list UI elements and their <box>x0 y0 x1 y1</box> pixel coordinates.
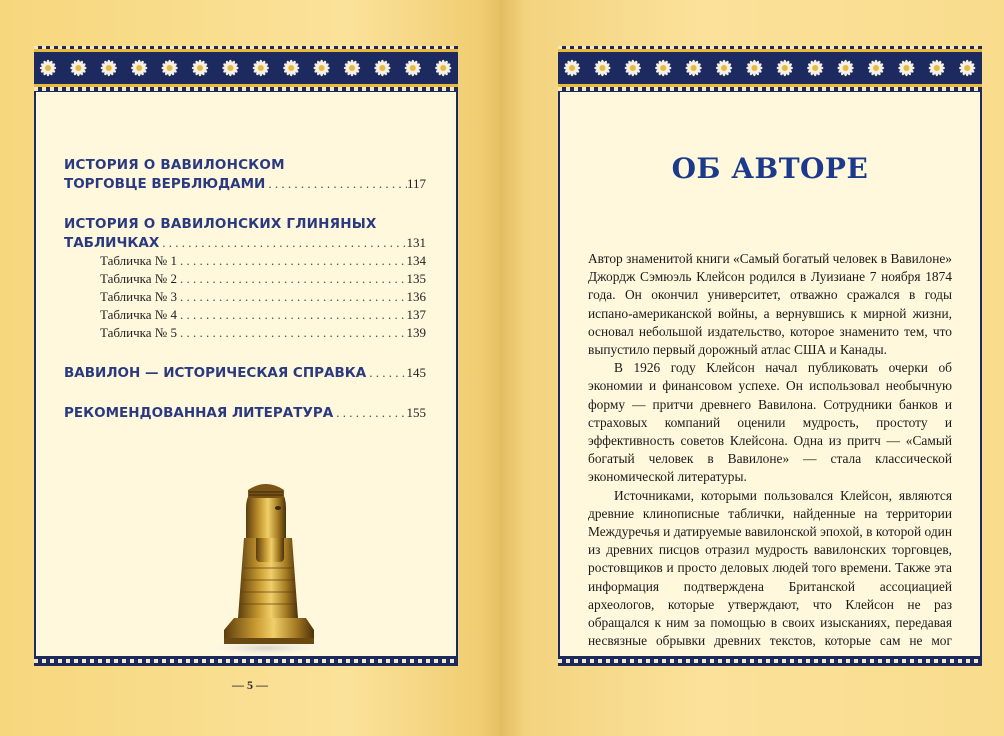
toc-sub-entry[interactable] <box>100 324 426 342</box>
dot-leader <box>265 175 407 193</box>
toc-entry-title-line: РЕКОМЕНДОВАННАЯ ЛИТЕРАТУРА <box>64 405 334 421</box>
toc-sub-label: Табличка № 3 <box>100 289 177 304</box>
dot-leader <box>177 324 407 342</box>
toc-page-number: 136 <box>406 289 426 304</box>
toc-entry-title-line: ИСТОРИЯ О ВАВИЛОНСКОМ <box>64 157 285 173</box>
toc-entry[interactable] <box>64 404 426 422</box>
dot-leader <box>177 306 407 324</box>
toc-entry[interactable] <box>64 215 426 342</box>
dot-leader <box>159 234 406 252</box>
left-page-content <box>36 92 456 656</box>
ornamental-bottom-border <box>558 656 982 666</box>
toc-entry-title-line: ТОРГОВЦЕ ВЕРБЛЮДАМИ <box>64 176 266 192</box>
about-author-text <box>588 250 952 669</box>
toc-page-number: 134 <box>406 253 426 268</box>
toc-sub-list <box>64 252 426 342</box>
toc-page-number: 131 <box>406 235 426 250</box>
dot-leader <box>177 252 407 270</box>
left-page <box>0 0 500 736</box>
toc-page-number: 137 <box>406 307 426 322</box>
paragraph: Автор знаменитой книги «Самый богатый человек в Вавилоне» Джордж Сэмюэль Клейсон родился в Луизиане 7 ноября 1874 года. Он окончил университет, отважно сражался в годы испано-американской войны, а вернувшись к мирной жизни, основал небольшой издательство, которое знаменито тем, что выпустило первый дорожный атлас США и Канады. <box>588 251 952 358</box>
toc-sub-label: Табличка № 4 <box>100 307 177 322</box>
toc-sub-label: Табличка № 2 <box>100 271 177 286</box>
dot-leader <box>366 364 406 382</box>
dot-leader <box>333 404 406 422</box>
left-page-frame <box>34 46 458 666</box>
toc-sub-entry[interactable] <box>100 306 426 324</box>
toc-entry-title-line: ИСТОРИЯ О ВАВИЛОНСКИХ ГЛИНЯНЫХ <box>64 216 377 232</box>
ornamental-top-border <box>34 46 458 92</box>
page-title: ОБ АВТОРЕ <box>671 152 869 185</box>
toc-sub-label: Табличка № 1 <box>100 253 177 268</box>
toc-entry-title-line: ТАБЛИЧКАХ <box>64 235 160 251</box>
toc-page-number: 117 <box>406 176 426 191</box>
toc-sub-label: Табличка № 5 <box>100 325 177 340</box>
toc-sub-entry[interactable] <box>100 288 426 306</box>
dot-leader <box>177 270 407 288</box>
toc-page-number: 155 <box>406 405 426 420</box>
ornamental-bottom-border <box>34 656 458 666</box>
page-number: — 5 — <box>232 678 268 692</box>
toc-sub-entry[interactable] <box>100 252 426 270</box>
toc-sub-entry[interactable] <box>100 270 426 288</box>
paragraph: В 1926 году Клейсон начал публиковать очерки об экономии и финансовом успехе. Он использовал необычную форму — притчи древнего Вавилона. Сотрудники банков и страховых компаний оценили мудрость, простоту и эффективность советов Клейсона. Одна из притч — «Самый богатый человек в Вавилоне» — стала классической экономической литературы. <box>588 360 952 485</box>
table-of-contents <box>64 156 426 444</box>
right-page-frame <box>558 46 982 666</box>
toc-entry[interactable] <box>64 156 426 193</box>
ornamental-top-border <box>558 46 982 92</box>
toc-page-number: 139 <box>406 325 426 340</box>
toc-page-number: 145 <box>406 365 426 380</box>
paragraph: Источниками, которыми пользовался Клейсон, являются древние клинописные таблички, найденные на территории Междуречья и датируемые вавилонской эпохой, в которой один из древних писцов отразил мудрость вавилонских торговцев, ростовщиков и просто деловых людей того времени. Также эта информация подтверждена Британской ассоциацией археологов, которые утверждают, что Клейсон не раз обращался к ним за помощью в своих изысканиях, передавая несвязные обрывки древних текстов, которые сам не мог <box>588 487 952 649</box>
dot-leader <box>177 288 407 306</box>
toc-entry[interactable] <box>64 364 426 382</box>
toc-entry-title-line: ВАВИЛОН — ИСТОРИЧЕСКАЯ СПРАВКА <box>64 365 367 381</box>
babylonian-statue-illustration <box>194 468 334 658</box>
toc-page-number: 135 <box>406 271 426 286</box>
right-page-content <box>560 92 980 656</box>
